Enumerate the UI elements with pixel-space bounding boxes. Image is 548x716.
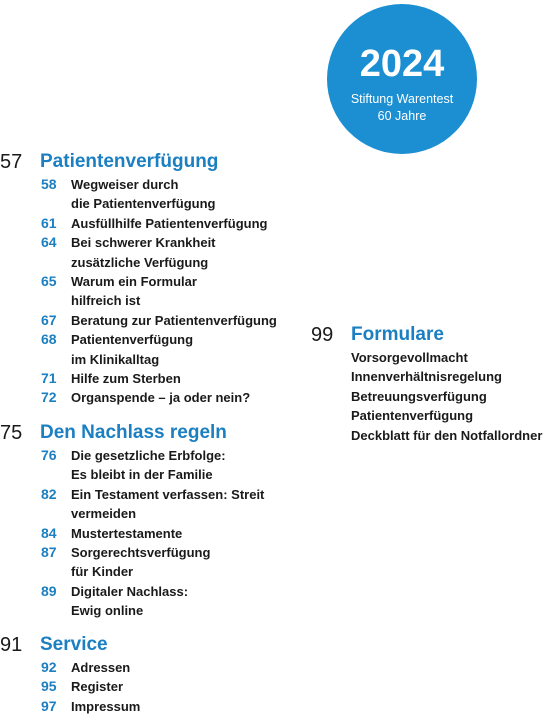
entry-page: 67 [41,311,57,328]
section-title[interactable]: Formulare [351,324,444,345]
entry-page: 92 [41,659,57,675]
toc-entry[interactable] [0,330,291,369]
entry-title: Warum ein Formular hilfreich ist [71,274,197,309]
toc-entry[interactable] [0,369,291,388]
entry-title: Adressen [71,660,131,675]
entry-page: 64 [41,234,57,251]
entry-page: 58 [41,176,57,192]
form-list [351,348,542,445]
section-page-number: 75 [0,422,23,444]
toc-entry[interactable] [0,272,291,311]
entry-title: Patientenverfügung im Klinikalltag [71,332,194,367]
form-item[interactable]: Betreuungsverfügung [351,388,487,404]
toc-entry[interactable] [0,582,291,621]
toc-entry[interactable] [0,311,291,330]
section-page-number: 99 [311,324,334,346]
entry-page: 68 [41,331,57,348]
toc-entry[interactable] [0,543,291,582]
entry-title: Mustertestamente [71,525,183,541]
badge-year: 2024 [359,43,445,85]
toc-entries [0,658,291,716]
badge-line-1: Stiftung Warentest [350,92,454,106]
toc-entry[interactable] [0,677,291,696]
entry-title: Register [71,679,124,695]
toc-entry[interactable] [0,388,291,407]
entry-page: 71 [41,370,57,387]
entry-title: Die gesetzliche Erbfolge: Es bleibt in der Familie [71,448,226,483]
toc-entry[interactable] [0,175,291,214]
entry-page: 65 [41,273,57,290]
entry-page: 82 [41,485,57,502]
toc-entry[interactable] [0,658,291,677]
form-item[interactable]: Vorsorgevollmacht [351,350,468,365]
entry-title: Beratung zur Patientenverfügung [71,312,277,328]
entry-page: 61 [41,214,57,231]
toc-entry[interactable] [0,446,291,485]
toc-entries [0,175,291,408]
anniversary-badge [327,4,477,154]
entry-page: 97 [41,697,57,714]
entry-title: Organspende – ja oder nein? [71,390,251,406]
section-page-number: 57 [0,151,23,173]
section-title[interactable]: Service [40,634,108,655]
entry-title: Ein Testament verfassen: Streit vermeiden [71,486,265,522]
toc-entry[interactable] [0,214,291,233]
entry-title: Bei schwerer Krankheit zusätzliche Verfügung [71,235,216,270]
entry-title: Hilfe zum Sterben [71,371,181,387]
entry-title: Sorgerechtsverfügung für Kinder [71,545,211,580]
toc-entries [0,446,291,621]
entry-title: Impressum [71,698,141,714]
toc-entry[interactable] [0,524,291,543]
entry-page: 84 [41,524,57,541]
entry-title: Wegweiser durch die Patientenverfügung [71,177,216,212]
entry-page: 76 [41,447,57,463]
entry-title: Digitaler Nachlass: Ewig online [71,583,189,619]
entry-page: 89 [41,582,57,599]
form-item[interactable]: Patientenverfügung [351,408,474,424]
section-title[interactable]: Den Nachlass regeln [40,422,227,443]
badge-line-2: 60 Jahre [377,109,427,123]
form-item[interactable]: Deckblatt für den Notfallordner [351,427,543,443]
entry-page: 87 [41,544,57,561]
section-title[interactable]: Patientenverfügung [40,151,219,172]
entry-page: 72 [41,389,57,406]
section-page-number: 91 [0,634,23,656]
form-item[interactable]: Innenverhältnisregelung [351,369,502,385]
entry-page: 95 [41,678,57,695]
toc-entry[interactable] [0,697,291,716]
toc-entry[interactable] [0,485,291,524]
entry-title: Ausfüllhilfe Patientenverfügung [71,215,268,231]
toc-entry[interactable] [0,233,291,272]
